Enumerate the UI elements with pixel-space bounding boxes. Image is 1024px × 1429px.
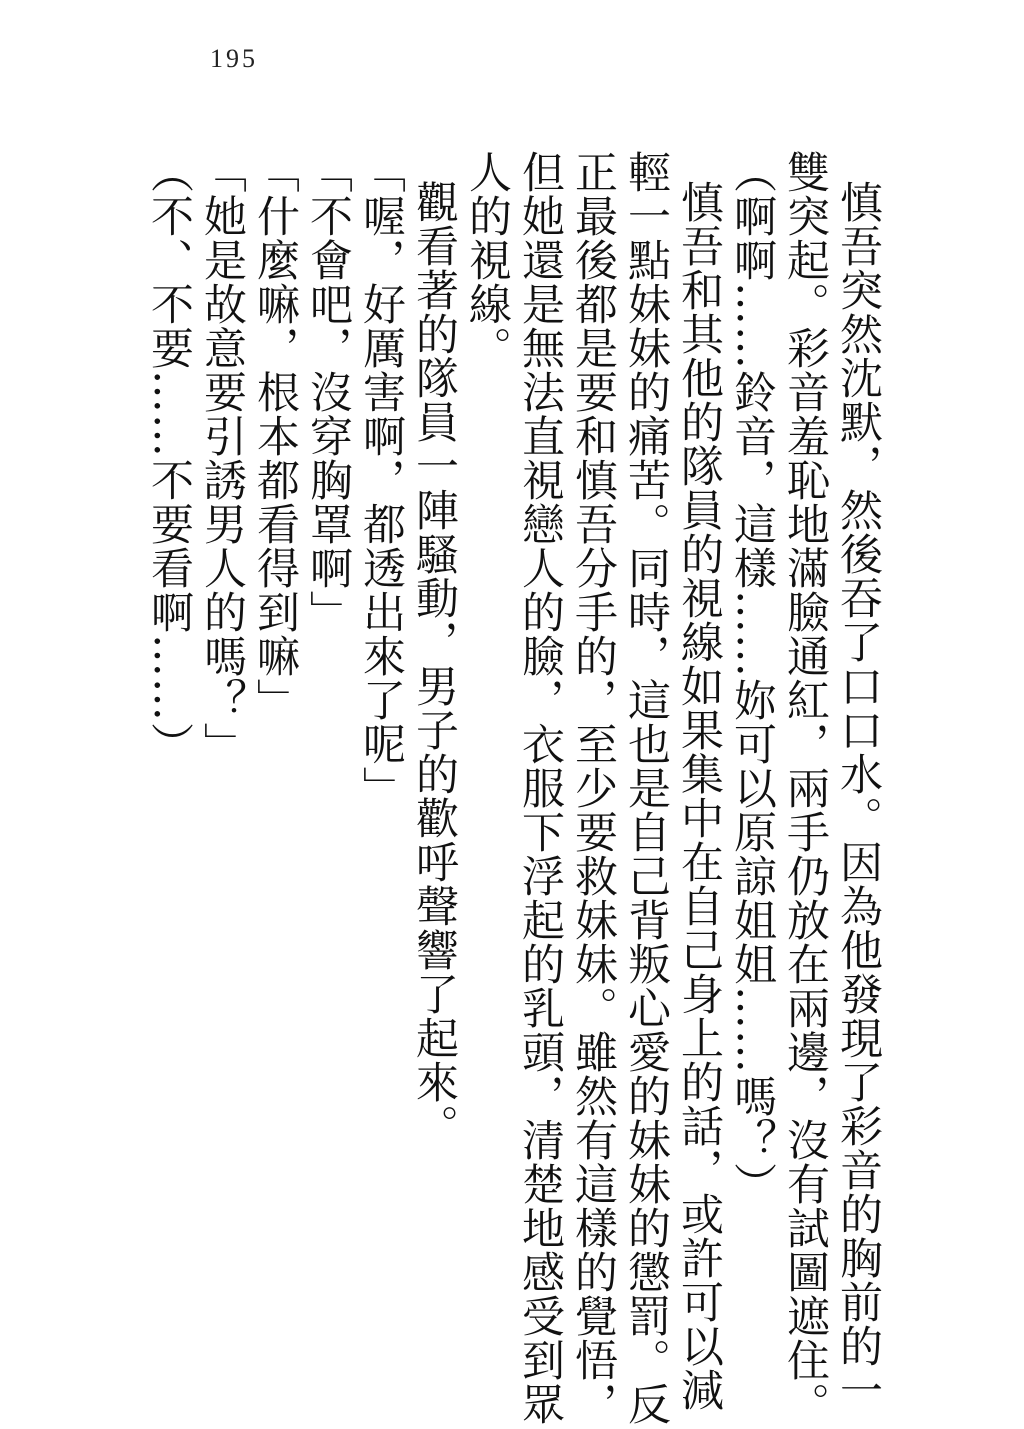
text-line: 慎吾和其他的隊員的視線如果集中在自己身上的話，或許可以減 (674, 180, 724, 1412)
text-line: 但她還是無法直視戀人的臉，衣服下浮起的乳頭，清楚地感受到眾 (515, 150, 565, 1426)
text-line: 人的視線。 (462, 150, 512, 370)
dialogue-line: 「她是故意要引誘男人的嗎？」 (197, 150, 247, 766)
body-text (142, 150, 884, 1426)
dialogue-line: 「不會吧，沒穿胸罩啊」 (303, 150, 353, 634)
text-line: 雙突起。彩音羞恥地滿臉通紅，兩手仍放在兩邊，沒有試圖遮住。 (780, 150, 830, 1426)
text-line: 觀看著的隊員一陣騷動，男子的歡呼聲響了起來。 (409, 180, 459, 1148)
text-line: （啊啊……鈴音，這樣……妳可以原諒姐姐……嗎？） (727, 150, 777, 1206)
inner-thought-line: （不、不要……不要看啊……） (144, 150, 194, 766)
page-number: 195 (210, 44, 258, 73)
dialogue-line: 「喔，好厲害啊，都透出來了呢」 (356, 150, 406, 810)
dialogue-line: 「什麼嘛，根本都看得到嘛」 (250, 150, 300, 722)
text-line: 正最後都是要和慎吾分手的，至少要救妹妹。雖然有這樣的覺悟， (568, 150, 618, 1426)
text-line: 輕一點妹妹的痛苦。同時，這也是自己背叛心愛的妹妹的懲罰。反 (621, 150, 671, 1426)
text-line: 慎吾突然沈默，然後吞了口口水。因為他發現了彩音的胸前的一 (833, 180, 883, 1412)
